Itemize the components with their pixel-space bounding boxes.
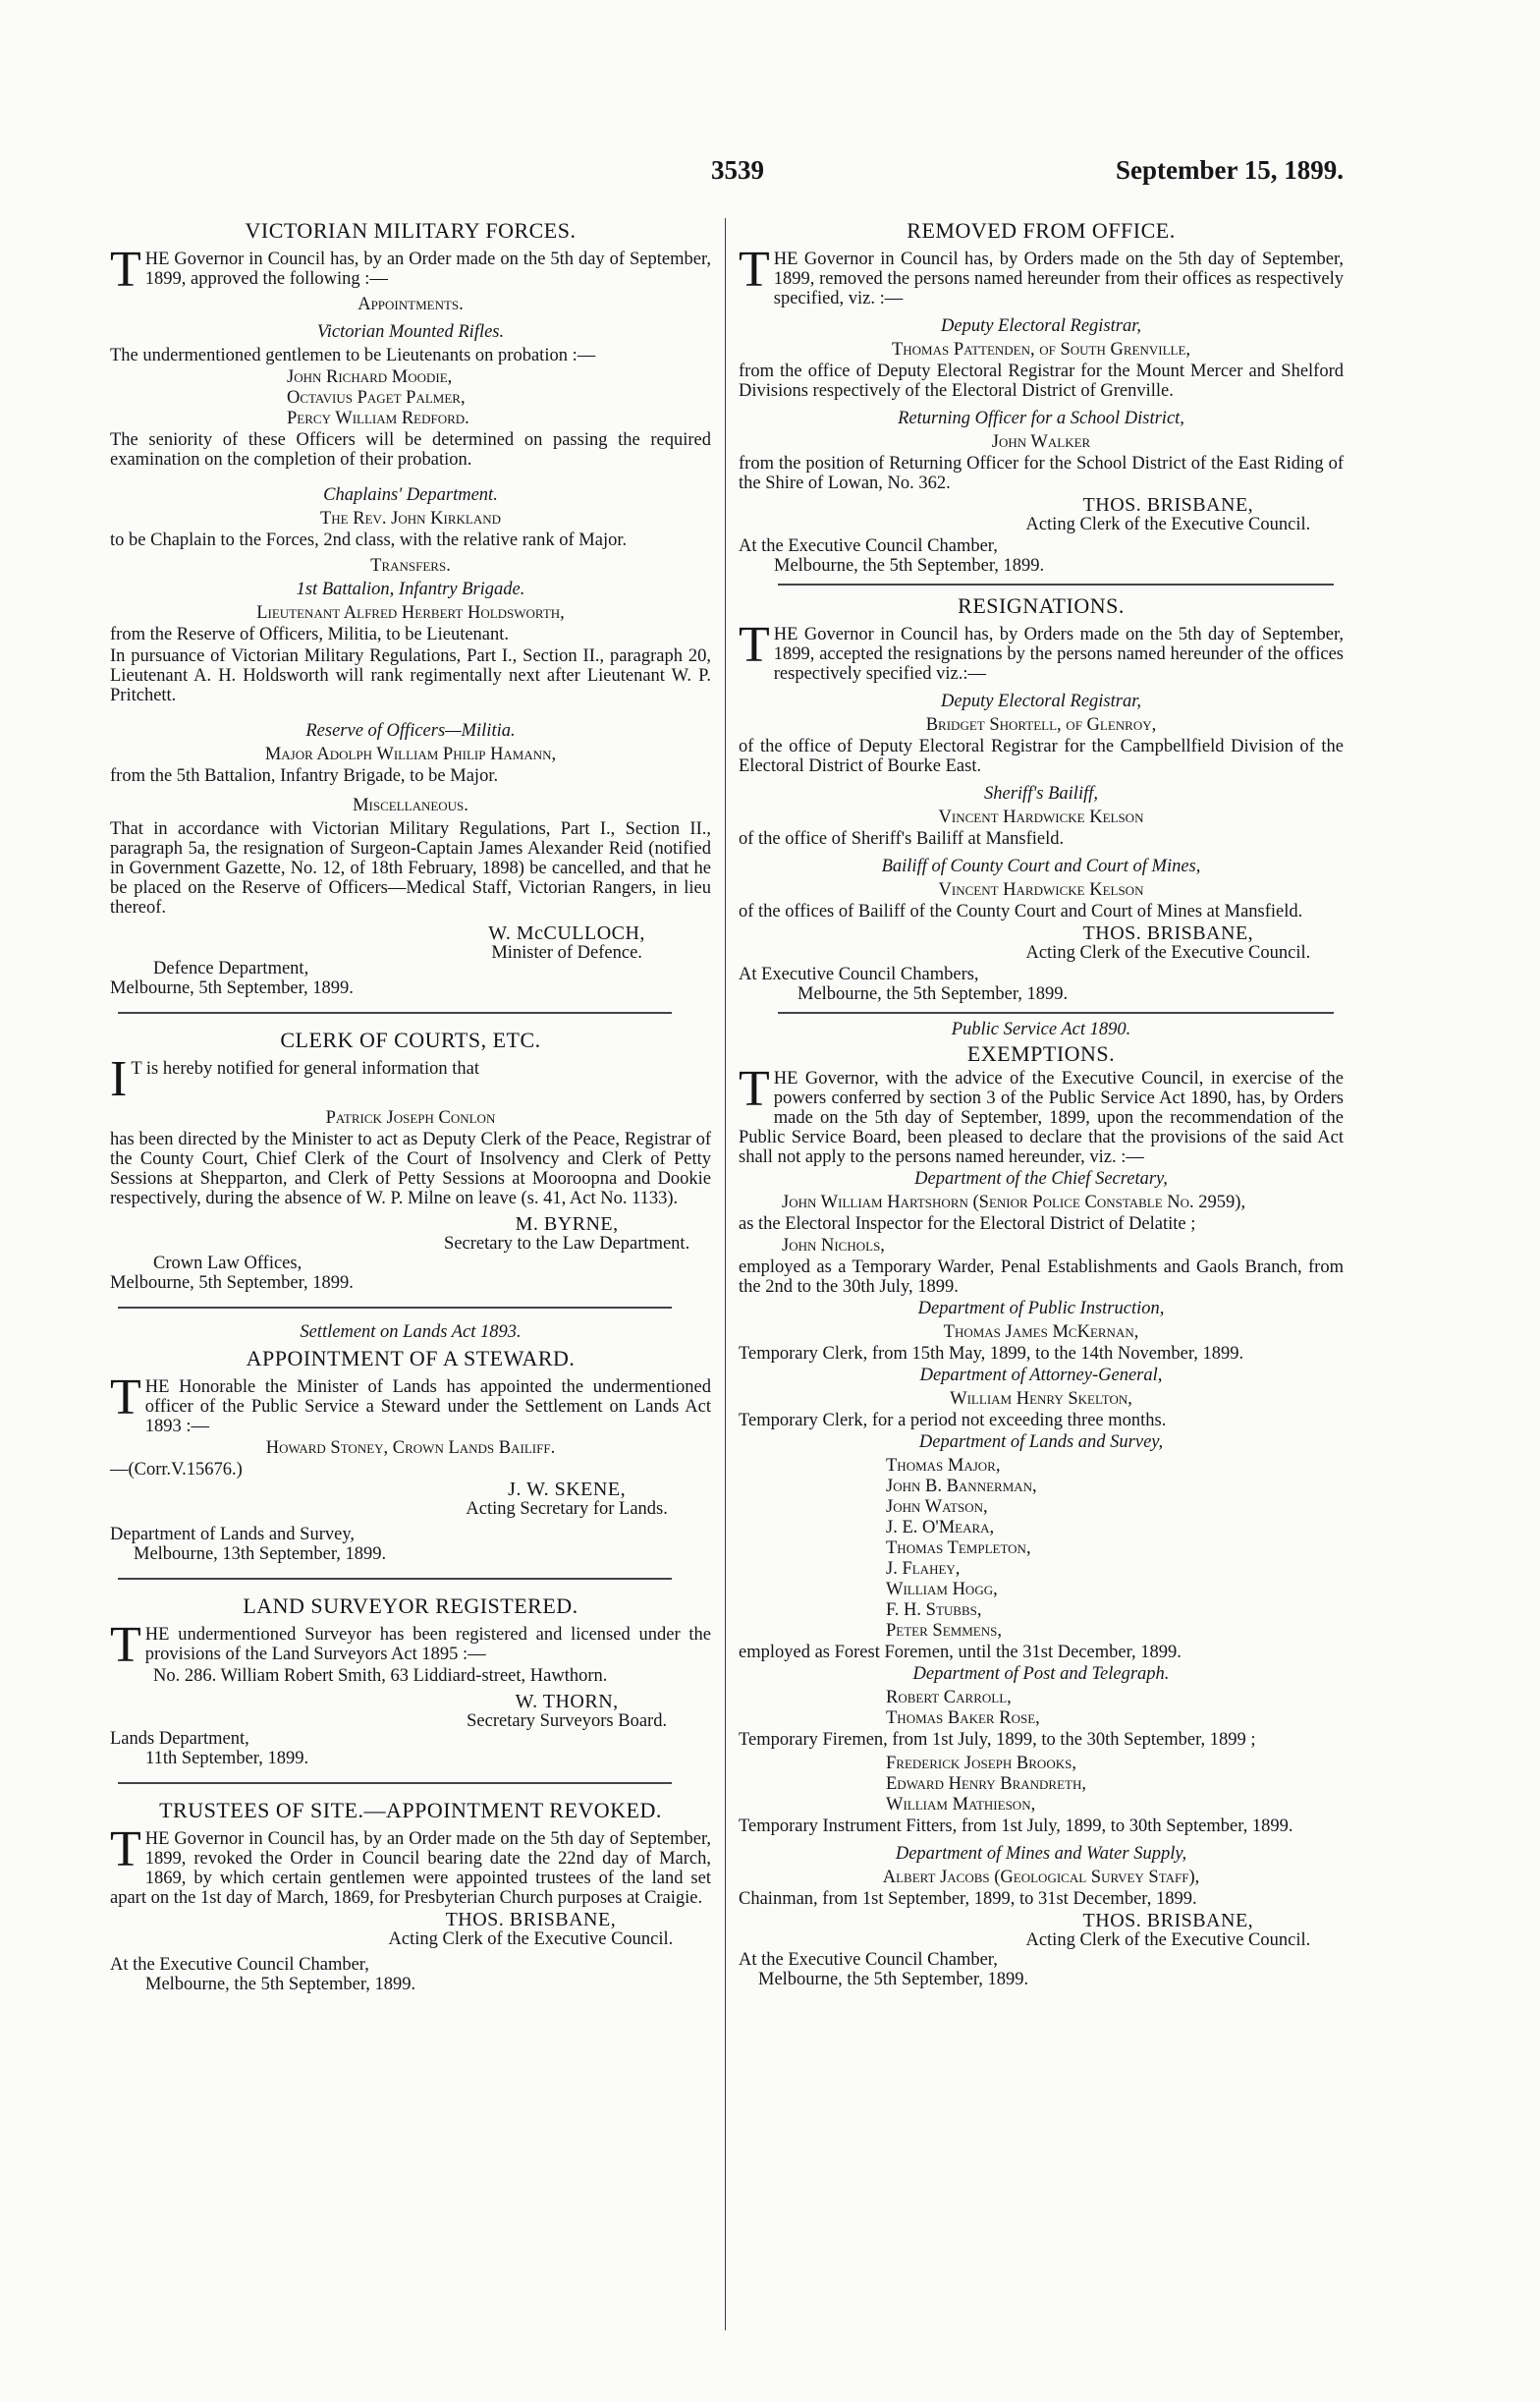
list-item: Peter Semmens, [886, 1621, 1002, 1641]
act-title: Public Service Act 1890. [951, 1020, 1131, 1039]
exemptions-para: Temporary Clerk, for a period not exceeding three months. [739, 1411, 1167, 1430]
signatory-title: Acting Clerk of the Executive Council. [1025, 1930, 1311, 1950]
signatory-title: Acting Clerk of the Executive Council. [1025, 943, 1311, 963]
resignations-notice [739, 593, 1344, 1004]
trustees-notice [110, 1798, 711, 1994]
signature-block [110, 1692, 711, 1731]
section-divider [118, 1782, 672, 1784]
signature-block [110, 923, 711, 963]
transfers-label: Transfers. [370, 556, 451, 576]
act-title: Settlement on Lands Act 1893. [300, 1322, 522, 1342]
list-item: William Hogg, [886, 1580, 998, 1599]
list-item: John B. Bannerman, [886, 1477, 1037, 1496]
signatory-title: Acting Clerk of the Executive Council. [1025, 515, 1311, 534]
place-line: Lands Department, [110, 1729, 249, 1749]
date-line: Melbourne, 13th September, 1899. [134, 1544, 387, 1564]
exemptions-para: employed as a Temporary Warder, Penal Establishments and Gaols Branch, from the 2nd to the 30th July, 1899. [739, 1257, 1344, 1297]
military-para: from the Reserve of Officers, Militia, to be Lieutenant. [110, 625, 510, 644]
military-para: That in accordance with Victorian Military Regulations, Part I., Section II., paragraph 5a, the resignation of Surgeon-Captain James Alexander Reid (notified in Government Gazette, No. 12, of 18th February, 1898) be cancelled, and that he be placed on the Reserve of Officers—Medical Staff, Victorian Rangers, in lieu thereof. [110, 819, 711, 918]
person-name: Albert Jacobs (Geological Survey Staff), [882, 1868, 1200, 1887]
date-line: 11th September, 1899. [145, 1749, 309, 1768]
signatory-title: Acting Secretary for Lands. [466, 1499, 668, 1519]
list-item: Frederick Joseph Brooks, [886, 1754, 1076, 1773]
resignations-para: of the offices of Bailiff of the County Court and Court of Mines at Mansfield. [739, 902, 1303, 922]
section-divider [778, 584, 1334, 586]
exemptions-intro: THE Governor, with the advice of the Executive Council, in exercise of the powers conferred by section 3 of the Public Service Act 1890, has, by Orders made on the 5th day of September, 1899, upon the recommendation of the Public Service Board, been pleased to declare that the provisions of the said Act shall not apply to the persons named hereunder, viz. :— [739, 1061, 1344, 1167]
signatory-name: J. W. SKENE, [508, 1480, 627, 1500]
surveyor-entry: No. 286. William Robert Smith, 63 Liddiard-street, Hawthorn. [153, 1666, 608, 1686]
department-heading: Department of Attorney-General, [919, 1366, 1163, 1385]
military-para: to be Chaplain to the Forces, 2nd class, with the relative rank of Major. [110, 531, 628, 550]
removed-from-office-notice [739, 218, 1344, 576]
page-header [0, 155, 1540, 195]
person-name: John William Hartshorn (Senior Police Constable No. 2959), [782, 1193, 1246, 1212]
military-para: The seniority of these Officers will be determined on passing the required examination on the completion of their probation. [110, 430, 711, 470]
person-name: Lieutenant Alfred Herbert Holdsworth, [256, 603, 565, 623]
signatory-name: THOS. BRISBANE, [1082, 495, 1254, 516]
exemptions-notice [739, 1020, 1344, 1989]
place-line: At the Executive Council Chamber, [739, 1950, 998, 1970]
dropcap: T [739, 242, 770, 298]
person-name: John Walker [991, 432, 1091, 452]
person-name: John Nichols, [782, 1236, 885, 1256]
person-name: Bridget Shortell, of Glenroy, [925, 715, 1157, 735]
place-line: At the Executive Council Chamber, [110, 1955, 369, 1975]
list-item: Thomas Major, [886, 1456, 1001, 1476]
dropcap: T [739, 1061, 770, 1117]
list-item: Percy William Redford. [287, 409, 469, 428]
list-item: Edward Henry Brandreth, [886, 1774, 1086, 1794]
dropcap: T [110, 1369, 141, 1425]
signatory-title: Minister of Defence. [491, 943, 642, 963]
forester-list [886, 1456, 1344, 1641]
place-line: At Executive Council Chambers, [739, 965, 979, 984]
exemptions-para: Temporary Instrument Fitters, from 1st July, 1899, to 30th September, 1899. [739, 1816, 1293, 1836]
military-para: from the 5th Battalion, Infantry Brigade, to be Major. [110, 766, 499, 786]
signature-block [110, 1214, 711, 1254]
removed-para: from the office of Deputy Electoral Registrar for the Mount Mercer and Shelford Divisions respectively of the Electoral District of Grenville. [739, 362, 1344, 401]
correspondence-ref: —(Corr.V.15676.) [110, 1460, 243, 1480]
resignations-para: of the office of Deputy Electoral Registrar for the Campbellfield Division of the Electoral District of Bourke East. [739, 737, 1344, 776]
office-heading: Returning Officer for a School District, [898, 409, 1184, 428]
column-divider [725, 218, 726, 2330]
list-item: F. H. Stubbs, [886, 1600, 982, 1620]
signatory-name: THOS. BRISBANE, [1082, 923, 1254, 944]
unit-heading: 1st Battalion, Infantry Brigade. [296, 580, 525, 599]
right-column [739, 216, 1344, 1989]
list-item: Octavius Paget Palmer, [287, 388, 466, 408]
exemptions-para: Temporary Clerk, from 15th May, 1899, to the 14th November, 1899. [739, 1344, 1244, 1364]
person-name: Thomas James McKernan, [943, 1322, 1139, 1342]
land-surveyor-notice [110, 1593, 711, 1768]
trustees-intro: THE Governor in Council has, by an Order made on the 5th day of September, 1899, revoked the Order in Council bearing date the 22nd day of March, 1869, by which certain gentlemen were appointed trustees of the land set apart on the 1st day of March, 1869, for Presbyterian Church purposes at Craigie. [110, 1821, 711, 1908]
dropcap: I [110, 1051, 128, 1107]
signatory-title: Secretary to the Law Department. [444, 1234, 690, 1254]
signature-block [739, 495, 1344, 534]
exemptions-para: employed as Forest Foremen, until the 31st December, 1899. [739, 1643, 1182, 1662]
steward-notice [110, 1322, 711, 1564]
section-divider [118, 1578, 672, 1580]
date-line: Melbourne, 5th September, 1899. [110, 978, 354, 998]
date-line: Melbourne, the 5th September, 1899. [145, 1975, 416, 1994]
unit-heading: Reserve of Officers—Militia. [305, 721, 516, 741]
steward-title: APPOINTMENT OF A STEWARD. [246, 1346, 576, 1370]
place-line: Defence Department, [153, 959, 309, 978]
military-para: The undermentioned gentlemen to be Lieutenants on probation :— [110, 346, 596, 365]
signatory-title: Acting Clerk of the Executive Council. [388, 1929, 674, 1949]
list-item: Thomas Baker Rose, [886, 1708, 1040, 1728]
exemptions-para: Temporary Firemen, from 1st July, 1899, to the 30th September, 1899 ; [739, 1730, 1256, 1750]
exemptions-para: Chainman, from 1st September, 1899, to 31st December, 1899. [739, 1889, 1197, 1909]
unit-heading: Victorian Mounted Rifles. [316, 322, 505, 342]
clerk-title: CLERK OF COURTS, ETC. [280, 1028, 541, 1052]
list-item: J. E. O'Meara, [886, 1518, 995, 1537]
person-name: Patrick Joseph Conlon [325, 1108, 496, 1128]
clerk-of-courts-notice [110, 1028, 711, 1293]
office-heading: Deputy Electoral Registrar, [941, 692, 1141, 711]
date-line: Melbourne, the 5th September, 1899. [798, 984, 1069, 1004]
trustees-title: TRUSTEES OF SITE.—APPOINTMENT REVOKED. [159, 1798, 662, 1822]
list-item: John Richard Moodie, [287, 367, 453, 387]
signatory-title: Secretary Surveyors Board. [467, 1711, 668, 1731]
department-heading: Department of Public Instruction, [917, 1299, 1165, 1318]
surveyor-title: LAND SURVEYOR REGISTERED. [243, 1593, 578, 1618]
department-heading: Department of the Chief Secretary, [914, 1169, 1168, 1189]
resignations-intro: THE Governor in Council has, by Orders made on the 5th day of September, 1899, accepted the resignations by the persons named hereunder of the offices respectively specified viz.:— [739, 617, 1344, 684]
signature-block [739, 923, 1344, 963]
person-name: Thomas Pattenden, of South Grenville, [891, 340, 1191, 360]
section-divider [118, 1307, 672, 1309]
date-line: Melbourne, the 5th September, 1899. [758, 1970, 1029, 1989]
list-item: John Watson, [886, 1497, 988, 1517]
person-name: The Rev. John Kirkland [319, 509, 502, 529]
resignations-title: RESIGNATIONS. [958, 593, 1125, 618]
unit-heading: Chaplains' Department. [323, 485, 498, 505]
left-column [110, 216, 711, 1994]
signatory-name: THOS. BRISBANE, [445, 1910, 617, 1930]
exemptions-title: EXEMPTIONS. [966, 1041, 1116, 1066]
list-item: J. Flahey, [886, 1559, 961, 1579]
surveyor-intro: THE undermentioned Surveyor has been registered and licensed under the provisions of the Land Surveyors Act 1895 :— [110, 1617, 711, 1673]
date-line: Melbourne, 5th September, 1899. [110, 1273, 354, 1293]
signatory-name: THOS. BRISBANE, [1082, 1911, 1254, 1931]
exemptions-para: as the Electoral Inspector for the Electoral District of Delatite ; [739, 1214, 1196, 1234]
person-name: Vincent Hardwicke Kelson [938, 808, 1144, 827]
section-divider [118, 1012, 672, 1014]
clerk-body: has been directed by the Minister to act as Deputy Clerk of the Peace, Registrar of the County Court, Chief Clerk of the Court of Insolvency and Clerk of Petty Sessions at Shepparton, and Clerk of Petty Sessions at Mooroopna and Dookie respectively, during the absence of W. P. Milne on leave (s. 41, Act No. 1133). [110, 1130, 711, 1208]
person-name: William Henry Skelton, [950, 1389, 1132, 1409]
office-heading: Bailiff of County Court and Court of Mines, [881, 857, 1201, 876]
signatory-name: W. THORN, [515, 1692, 619, 1712]
appointments-label: Appointments. [358, 295, 464, 314]
section-divider [778, 1012, 1334, 1014]
department-heading: Department of Post and Telegraph. [912, 1664, 1170, 1684]
signature-block [110, 1480, 711, 1519]
fitters-list [886, 1754, 1344, 1815]
removed-title: REMOVED FROM OFFICE. [907, 218, 1176, 243]
person-name: Vincent Hardwicke Kelson [938, 880, 1144, 900]
firemen-list [886, 1688, 1344, 1728]
date-line: Melbourne, the 5th September, 1899. [774, 556, 1045, 576]
resignations-para: of the office of Sheriff's Bailiff at Mansfield. [739, 829, 1065, 849]
removed-para: from the position of Returning Officer for the School District of the East Riding of the Shire of Lowan, No. 362. [739, 454, 1344, 493]
signature-block [739, 1911, 1344, 1950]
page-date: September 15, 1899. [1116, 155, 1344, 185]
military-title: VICTORIAN MILITARY FORCES. [245, 218, 577, 243]
signatory-name: W. McCULLOCH, [488, 923, 645, 944]
list-item: Thomas Templeton, [886, 1538, 1031, 1558]
list-item: William Mathieson, [886, 1795, 1036, 1815]
page-number: 3539 [711, 155, 764, 185]
department-heading: Department of Mines and Water Supply, [895, 1844, 1187, 1864]
miscellaneous-label: Miscellaneous. [353, 796, 468, 815]
department-heading: Department of Lands and Survey, [918, 1432, 1164, 1452]
dropcap: T [110, 1821, 141, 1877]
dropcap: T [110, 242, 141, 298]
steward-intro: THE Honorable the Minister of Lands has appointed the undermentioned officer of the Public Service a Steward under the Settlement on Lands Act 1893 :— [110, 1369, 711, 1436]
military-para: In pursuance of Victorian Military Regulations, Part I., Section II., paragraph 20, Lieutenant A. H. Holdsworth will rank regimentally next after Lieutenant W. P. Pritchett. [110, 646, 711, 705]
person-name: Major Adolph William Philip Hamann, [264, 745, 557, 764]
place-line: Department of Lands and Survey, [110, 1525, 355, 1544]
military-intro: THE Governor in Council has, by an Order made on the 5th day of September, 1899, approved the following :— [110, 242, 711, 298]
place-line: At the Executive Council Chamber, [739, 536, 998, 556]
office-heading: Sheriff's Bailiff, [984, 784, 1098, 804]
clerk-intro: I T is hereby notified for general information that [110, 1051, 479, 1107]
signatory-name: M. BYRNE, [515, 1214, 619, 1235]
place-line: Crown Law Offices, [153, 1254, 302, 1273]
dropcap: T [739, 617, 770, 673]
signature-block [110, 1910, 711, 1949]
removed-intro: THE Governor in Council has, by Orders made on the 5th day of September, 1899, removed the persons named hereunder from their offices as respectively specified, viz. :— [739, 242, 1344, 308]
dropcap: T [110, 1617, 141, 1673]
list-item: Robert Carroll, [886, 1688, 1012, 1707]
office-heading: Deputy Electoral Registrar, [941, 316, 1141, 336]
person-name: Howard Stoney, Crown Lands Bailiff. [265, 1438, 556, 1458]
name-list [287, 367, 711, 428]
military-forces-notice [110, 218, 711, 998]
